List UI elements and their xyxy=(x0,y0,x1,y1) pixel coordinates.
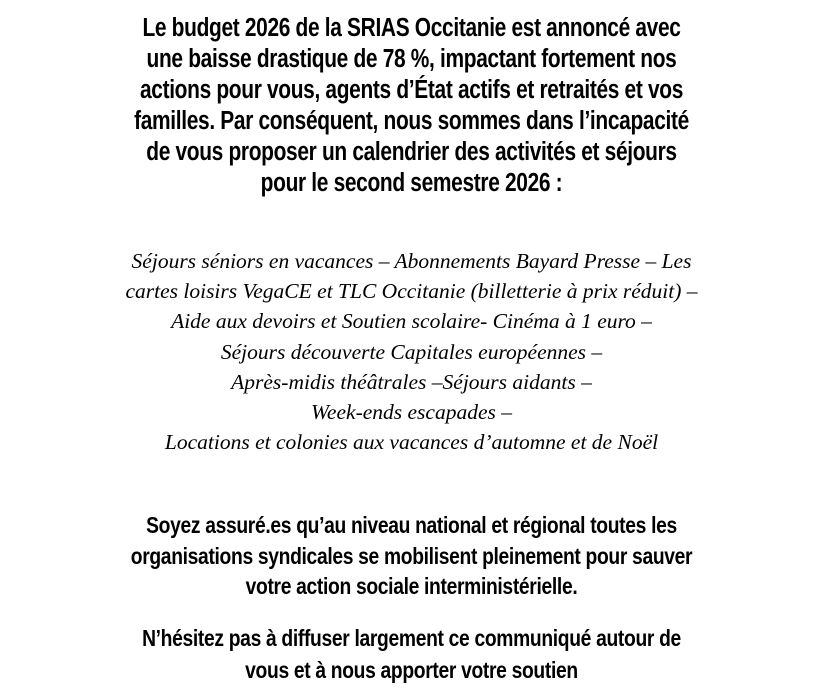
mobilisation-line: votre action sociale interministérielle. xyxy=(245,573,578,599)
announcement-line: actions pour vous, agents d’État actifs et retraités et vos xyxy=(139,76,684,104)
budget-announcement-paragraph xyxy=(25,13,798,199)
activities-line: Aide aux devoirs et Soutien scolaire- Cinéma à 1 euro – xyxy=(171,309,652,334)
activities-line: cartes loisirs VegaCE et TLC Occitanie (billetterie à prix réduit) – xyxy=(125,279,698,304)
activities-line: Séjours séniors en vacances – Abonnements Bayard Presse – Les xyxy=(131,249,692,273)
activities-line: Après-midis théâtrales –Séjours aidants – xyxy=(231,369,592,394)
union-mobilisation-paragraph xyxy=(25,510,798,602)
activities-list-paragraph xyxy=(0,246,823,457)
announcement-line: Le budget 2026 de la SRIAS Occitanie est annoncé avec xyxy=(142,14,681,42)
share-line: N’hésitez pas à diffuser largement ce communiqué autour de xyxy=(142,625,681,651)
mobilisation-line: organisations syndicales se mobilisent pleinement pour sauver xyxy=(130,542,693,569)
mobilisation-line: Soyez assuré.es qu’au niveau national et régional toutes les xyxy=(146,512,677,538)
activities-line: Week-ends escapades – xyxy=(311,400,512,425)
announcement-line: de vous proposer un calendrier des activités et séjours xyxy=(146,138,677,166)
activities-line: Locations et colonies aux vacances d’automne et de Noël xyxy=(164,430,659,455)
announcement-line: familles. Par conséquent, nous sommes dans l’incapacité xyxy=(134,107,689,135)
announcement-line: une baisse drastique de 78 %, impactant fortement nos xyxy=(146,45,677,73)
share-line: vous et à nous apporter votre soutien xyxy=(245,657,578,683)
announcement-line: pour le second semestre 2026 : xyxy=(260,169,563,197)
share-call-paragraph xyxy=(25,622,798,686)
activities-line: Séjours découverte Capitales européennes – xyxy=(220,339,603,364)
